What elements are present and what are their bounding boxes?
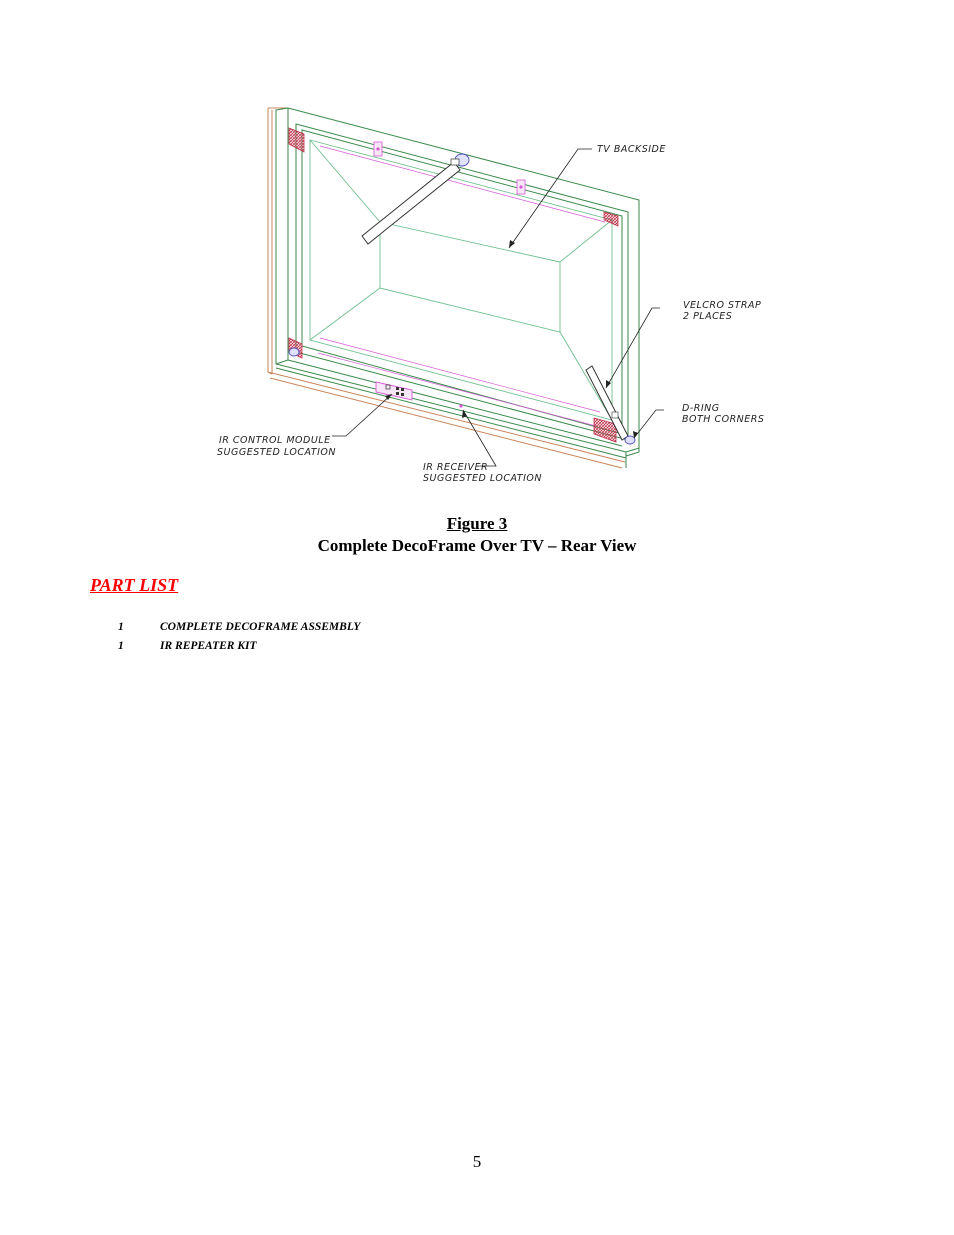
rail-channels [318, 146, 605, 426]
part-list-heading: PART LIST [90, 575, 179, 595]
d-ring-left [289, 348, 299, 356]
frame-outer [268, 108, 625, 468]
label-ir-control-module: IR CONTROL MODULE [219, 435, 331, 446]
ir-control-module [376, 382, 412, 400]
decoframe-rear-view-drawing [0, 0, 954, 500]
label-d-ring: D-RING [682, 403, 720, 414]
label-ir-receiver: IR RECEIVER [423, 462, 489, 473]
part-list-item [118, 621, 360, 633]
ir-receiver [459, 404, 462, 407]
figure-caption: Complete DecoFrame Over TV – Rear View [317, 536, 637, 555]
label-velcro-strap: VELCRO STRAP [683, 300, 762, 311]
figure-title: Figure 3 [446, 514, 508, 533]
label-velcro-places: 2 PLACES [683, 311, 733, 322]
page-number: 5 [472, 1152, 482, 1171]
part-list-item [118, 640, 257, 652]
label-ir-control-location: SUGGESTED LOCATION [217, 447, 336, 458]
tv-backside [310, 140, 612, 420]
label-d-ring-corners: BOTH CORNERS [682, 414, 765, 425]
part-qty: 1 [118, 640, 124, 652]
part-name: COMPLETE DECOFRAME ASSEMBLY [160, 621, 361, 633]
label-tv-backside: TV BACKSIDE [597, 144, 666, 155]
part-qty: 1 [118, 621, 124, 633]
part-name: IR REPEATER KIT [160, 640, 257, 652]
leader-arrowheads [385, 240, 638, 438]
label-ir-receiver-location: SUGGESTED LOCATION [423, 473, 542, 484]
